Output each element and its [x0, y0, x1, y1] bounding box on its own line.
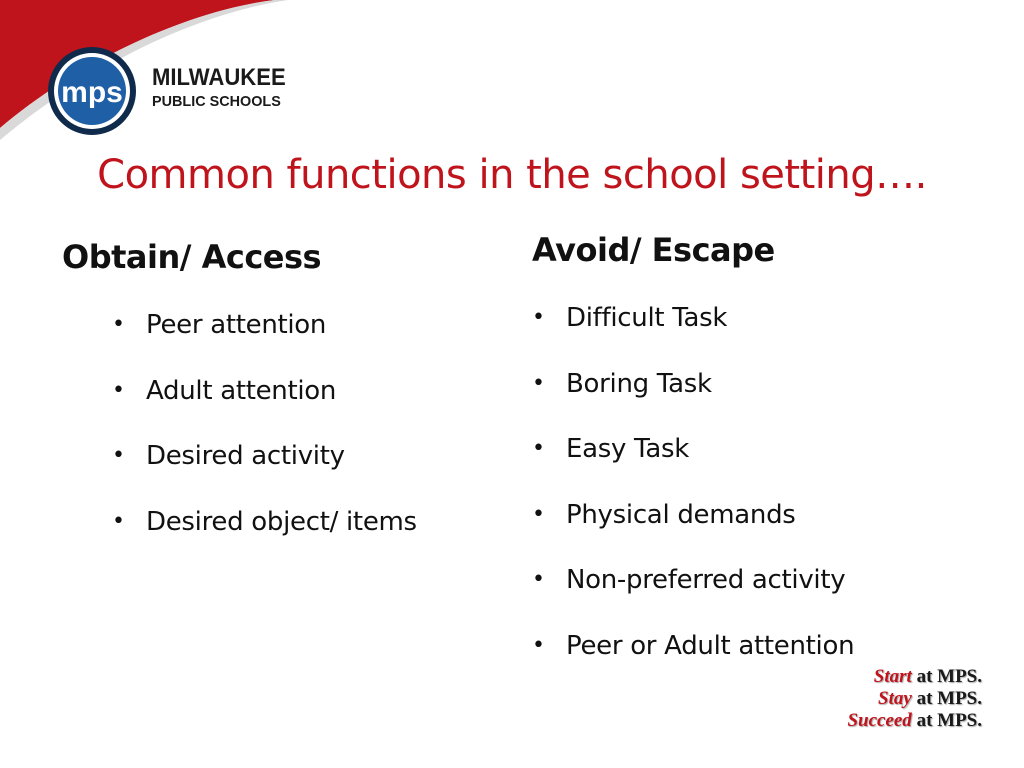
list-item	[532, 495, 854, 561]
school-name-line2: PUBLIC SCHOOLS	[152, 93, 281, 110]
list-item	[532, 560, 854, 626]
avoid-escape-heading: Avoid/ Escape	[532, 231, 775, 269]
avoid-escape-list	[532, 298, 854, 691]
bullet-icon: •	[532, 501, 545, 527]
bullet-icon: •	[532, 305, 545, 330]
list-item-text: Desired activity	[146, 441, 345, 471]
list-item	[532, 429, 854, 495]
list-item-text: Desired object/ items	[146, 506, 417, 537]
list-item-text: Physical demands	[566, 499, 796, 530]
tagline-accent: Stay	[878, 688, 912, 709]
list-item	[112, 305, 417, 371]
tagline-line	[847, 710, 982, 732]
list-item-text: Peer attention	[146, 310, 327, 340]
list-item-text: Boring Task	[566, 368, 712, 399]
tagline-accent: Start	[873, 666, 912, 687]
list-item-text: Peer or Adult attention	[566, 630, 855, 661]
bullet-icon: •	[532, 632, 545, 658]
list-item	[112, 502, 417, 568]
bullet-icon: •	[112, 312, 125, 337]
tagline	[847, 666, 982, 732]
bullet-icon: •	[112, 443, 125, 468]
tagline-rest: at MPS.	[911, 688, 982, 709]
tagline-rest: at MPS.	[911, 710, 982, 731]
list-item-text: Adult attention	[146, 375, 337, 406]
logo-badge-text: mps	[61, 76, 123, 109]
school-name	[152, 66, 297, 109]
list-item-text: Easy Task	[566, 434, 689, 464]
obtain-access-list	[112, 305, 417, 567]
list-item	[112, 371, 417, 437]
tagline-accent: Succeed	[847, 710, 912, 731]
bullet-icon: •	[112, 508, 125, 534]
tagline-rest: at MPS.	[911, 666, 982, 687]
list-item	[532, 626, 854, 692]
bullet-icon: •	[112, 377, 125, 403]
bullet-icon: •	[532, 370, 545, 396]
list-item-text: Non-preferred activity	[566, 565, 846, 595]
bullet-icon: •	[532, 567, 545, 592]
obtain-access-heading: Obtain/ Access	[62, 238, 322, 276]
list-item	[532, 364, 854, 430]
school-name-line1: MILWAUKEE	[152, 64, 286, 91]
mps-logo-icon	[47, 46, 137, 136]
slide-title: Common functions in the school setting….	[97, 152, 927, 198]
tagline-line	[847, 688, 982, 710]
list-item	[532, 298, 854, 364]
bullet-icon: •	[532, 436, 545, 461]
list-item	[112, 436, 417, 502]
tagline-line	[847, 666, 982, 688]
list-item-text: Difficult Task	[566, 303, 728, 333]
